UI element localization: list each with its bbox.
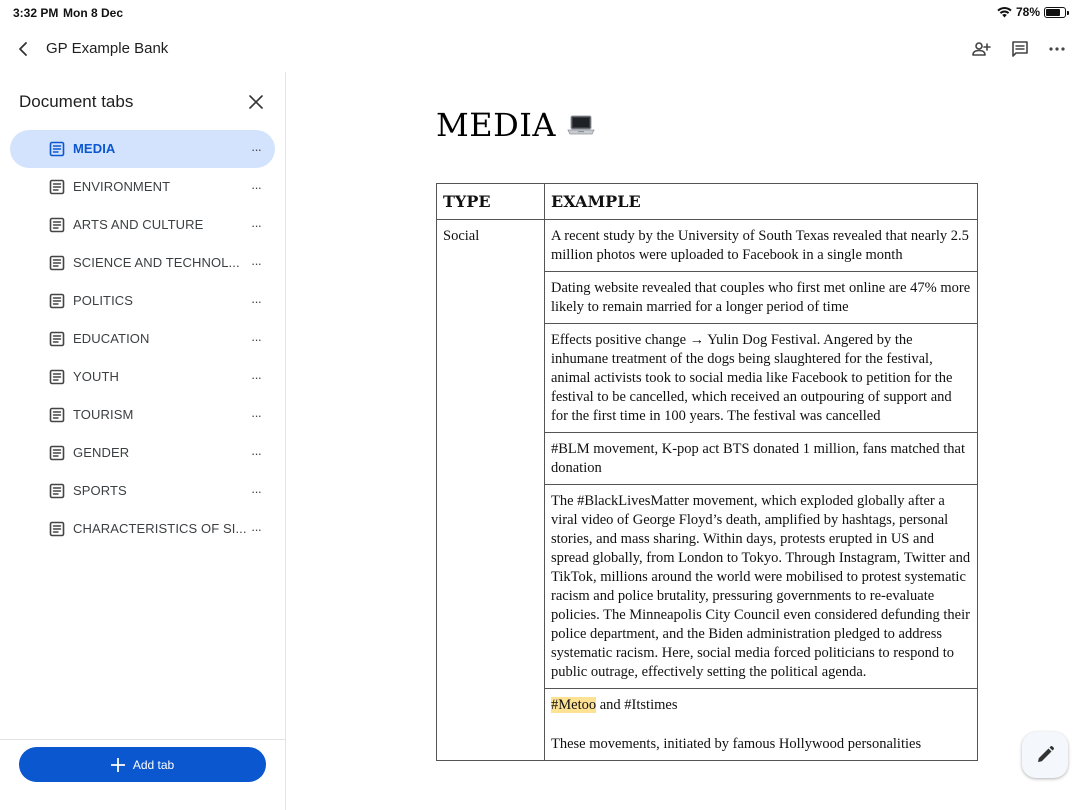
tab-label: YOUTH xyxy=(73,369,119,384)
tab-item[interactable] xyxy=(10,396,275,434)
tab-more-button[interactable]: ··· xyxy=(251,331,261,347)
status-date: Mon 8 Dec xyxy=(63,6,124,20)
tab-item[interactable] xyxy=(10,320,275,358)
highlighted-hashtag: #Metoo xyxy=(551,697,597,713)
tab-label: POLITICS xyxy=(73,293,134,308)
laptop-icon xyxy=(566,110,596,140)
close-icon xyxy=(249,95,263,109)
tab-label: SPORTS xyxy=(73,483,127,498)
add-tab-button[interactable] xyxy=(19,747,266,782)
doc-heading xyxy=(436,106,596,144)
comment-icon xyxy=(1011,40,1029,58)
close-panel-button[interactable] xyxy=(245,91,267,113)
example-cell: The #BlackLivesMatter movement, which exploded globally after a viral video of George Floyd’s death, amplified by hashtags, personal stories, and mass sharing. Within days, protests erupted in US and spread globally, from London to Tokyo. Through Instagram, Twitter and TikTok, millions around the world were mobilised to protest systematic racism and police brutality, pressuring governments to re-evaluate policies. The Minneapolis City Council even considered defunding their police department, and the Biden administration pledged to address systematic racism. Here, social media forced politicians to respond to public outrage, effectively setting the political agenda. xyxy=(545,485,978,689)
tab-more-button[interactable]: ··· xyxy=(251,293,261,309)
tab-label: CHARACTERISTICS OF SI... xyxy=(73,521,247,536)
document-icon xyxy=(49,141,65,157)
document-icon xyxy=(49,179,65,195)
document-icon xyxy=(49,217,65,233)
tab-item[interactable] xyxy=(10,130,275,168)
document-title: GP Example Bank xyxy=(46,40,169,57)
hashtag-continuation: and #Itstimes xyxy=(596,697,678,713)
plus-icon xyxy=(111,758,125,772)
example-cell xyxy=(545,689,978,761)
tab-more-button[interactable]: ··· xyxy=(251,217,261,233)
divider xyxy=(0,739,286,740)
tab-item[interactable] xyxy=(10,472,275,510)
tab-item[interactable] xyxy=(10,510,275,548)
heading-text: MEDIA xyxy=(436,106,557,144)
document-icon xyxy=(49,407,65,423)
example-cell: A recent study by the University of South Texas revealed that nearly 2.5 million photos were uploaded to Facebook in a single month xyxy=(545,220,978,272)
tab-more-button[interactable]: ··· xyxy=(251,255,261,271)
type-cell: Social xyxy=(437,220,545,761)
edit-fab[interactable] xyxy=(1022,732,1068,778)
document-icon xyxy=(49,255,65,271)
panel-title: Document tabs xyxy=(19,92,134,111)
add-person-icon xyxy=(971,41,991,57)
example-table xyxy=(436,183,978,761)
tab-more-button[interactable]: ··· xyxy=(251,179,261,195)
tab-label: ARTS AND CULTURE xyxy=(73,217,204,232)
pencil-icon xyxy=(1035,745,1055,765)
battery-icon xyxy=(1044,7,1066,18)
back-icon xyxy=(17,41,29,57)
tab-item[interactable] xyxy=(10,244,275,282)
document-icon xyxy=(49,331,65,347)
tab-more-button[interactable]: ··· xyxy=(251,521,261,537)
header-type: TYPE xyxy=(437,184,545,220)
tab-more-button[interactable]: ··· xyxy=(251,483,261,499)
paragraph-gap xyxy=(551,715,971,735)
tab-label: GENDER xyxy=(73,445,130,460)
document-icon xyxy=(49,369,65,385)
document-icon xyxy=(49,521,65,537)
add-tab-label: Add tab xyxy=(132,757,175,772)
continuation-text: These movements, initiated by famous Hollywood personalities xyxy=(551,736,922,752)
tab-label: EDUCATION xyxy=(73,331,150,346)
tab-item[interactable] xyxy=(10,168,275,206)
table-row xyxy=(437,220,978,272)
document-icon xyxy=(49,483,65,499)
document-icon xyxy=(49,293,65,309)
tab-label: TOURISM xyxy=(73,407,134,422)
document-canvas[interactable] xyxy=(287,72,1080,810)
tab-list xyxy=(0,130,286,548)
document-icon xyxy=(49,445,65,461)
back-button[interactable] xyxy=(12,38,34,60)
document-tabs-panel xyxy=(0,72,286,810)
example-cell: #BLM movement, K-pop act BTS donated 1 million, fans matched that donation xyxy=(545,433,978,485)
share-button[interactable] xyxy=(968,36,994,62)
status-indicators xyxy=(997,5,1066,19)
tab-label: SCIENCE AND TECHNOL... xyxy=(73,255,240,270)
tab-item[interactable] xyxy=(10,358,275,396)
tab-more-button[interactable]: ··· xyxy=(251,141,261,157)
battery-fill xyxy=(1046,9,1060,16)
status-bar xyxy=(0,0,1080,26)
tab-item[interactable] xyxy=(10,206,275,244)
battery-percent: 78% xyxy=(1015,5,1040,19)
header-example: EXAMPLE xyxy=(545,184,978,220)
table-header-row xyxy=(437,184,978,220)
tab-label: MEDIA xyxy=(73,141,116,156)
more-options-button[interactable] xyxy=(1044,36,1070,62)
tab-item[interactable] xyxy=(10,434,275,472)
more-icon xyxy=(1049,47,1065,51)
app-bar xyxy=(0,26,1080,72)
wifi-icon xyxy=(997,7,1012,18)
tab-more-button[interactable]: ··· xyxy=(251,445,261,461)
example-cell: Effects positive change → Yulin Dog Festival. Angered by the inhumane treatment of the dogs being slaughtered for the festival, animal activists took to social media like Facebook to petition for the festival to be cancelled, which received an outpouring of support and for the first time in 100 years. The festival was cancelled xyxy=(545,324,978,433)
example-cell: Dating website revealed that couples who first met online are 47% more likely to remain married for a longer period of time xyxy=(545,272,978,324)
tab-item[interactable] xyxy=(10,282,275,320)
status-time: 3:32 PM xyxy=(13,6,59,20)
tab-more-button[interactable]: ··· xyxy=(251,369,261,385)
tab-more-button[interactable]: ··· xyxy=(251,407,261,423)
tab-label: ENVIRONMENT xyxy=(73,179,171,194)
comments-button[interactable] xyxy=(1007,36,1033,62)
